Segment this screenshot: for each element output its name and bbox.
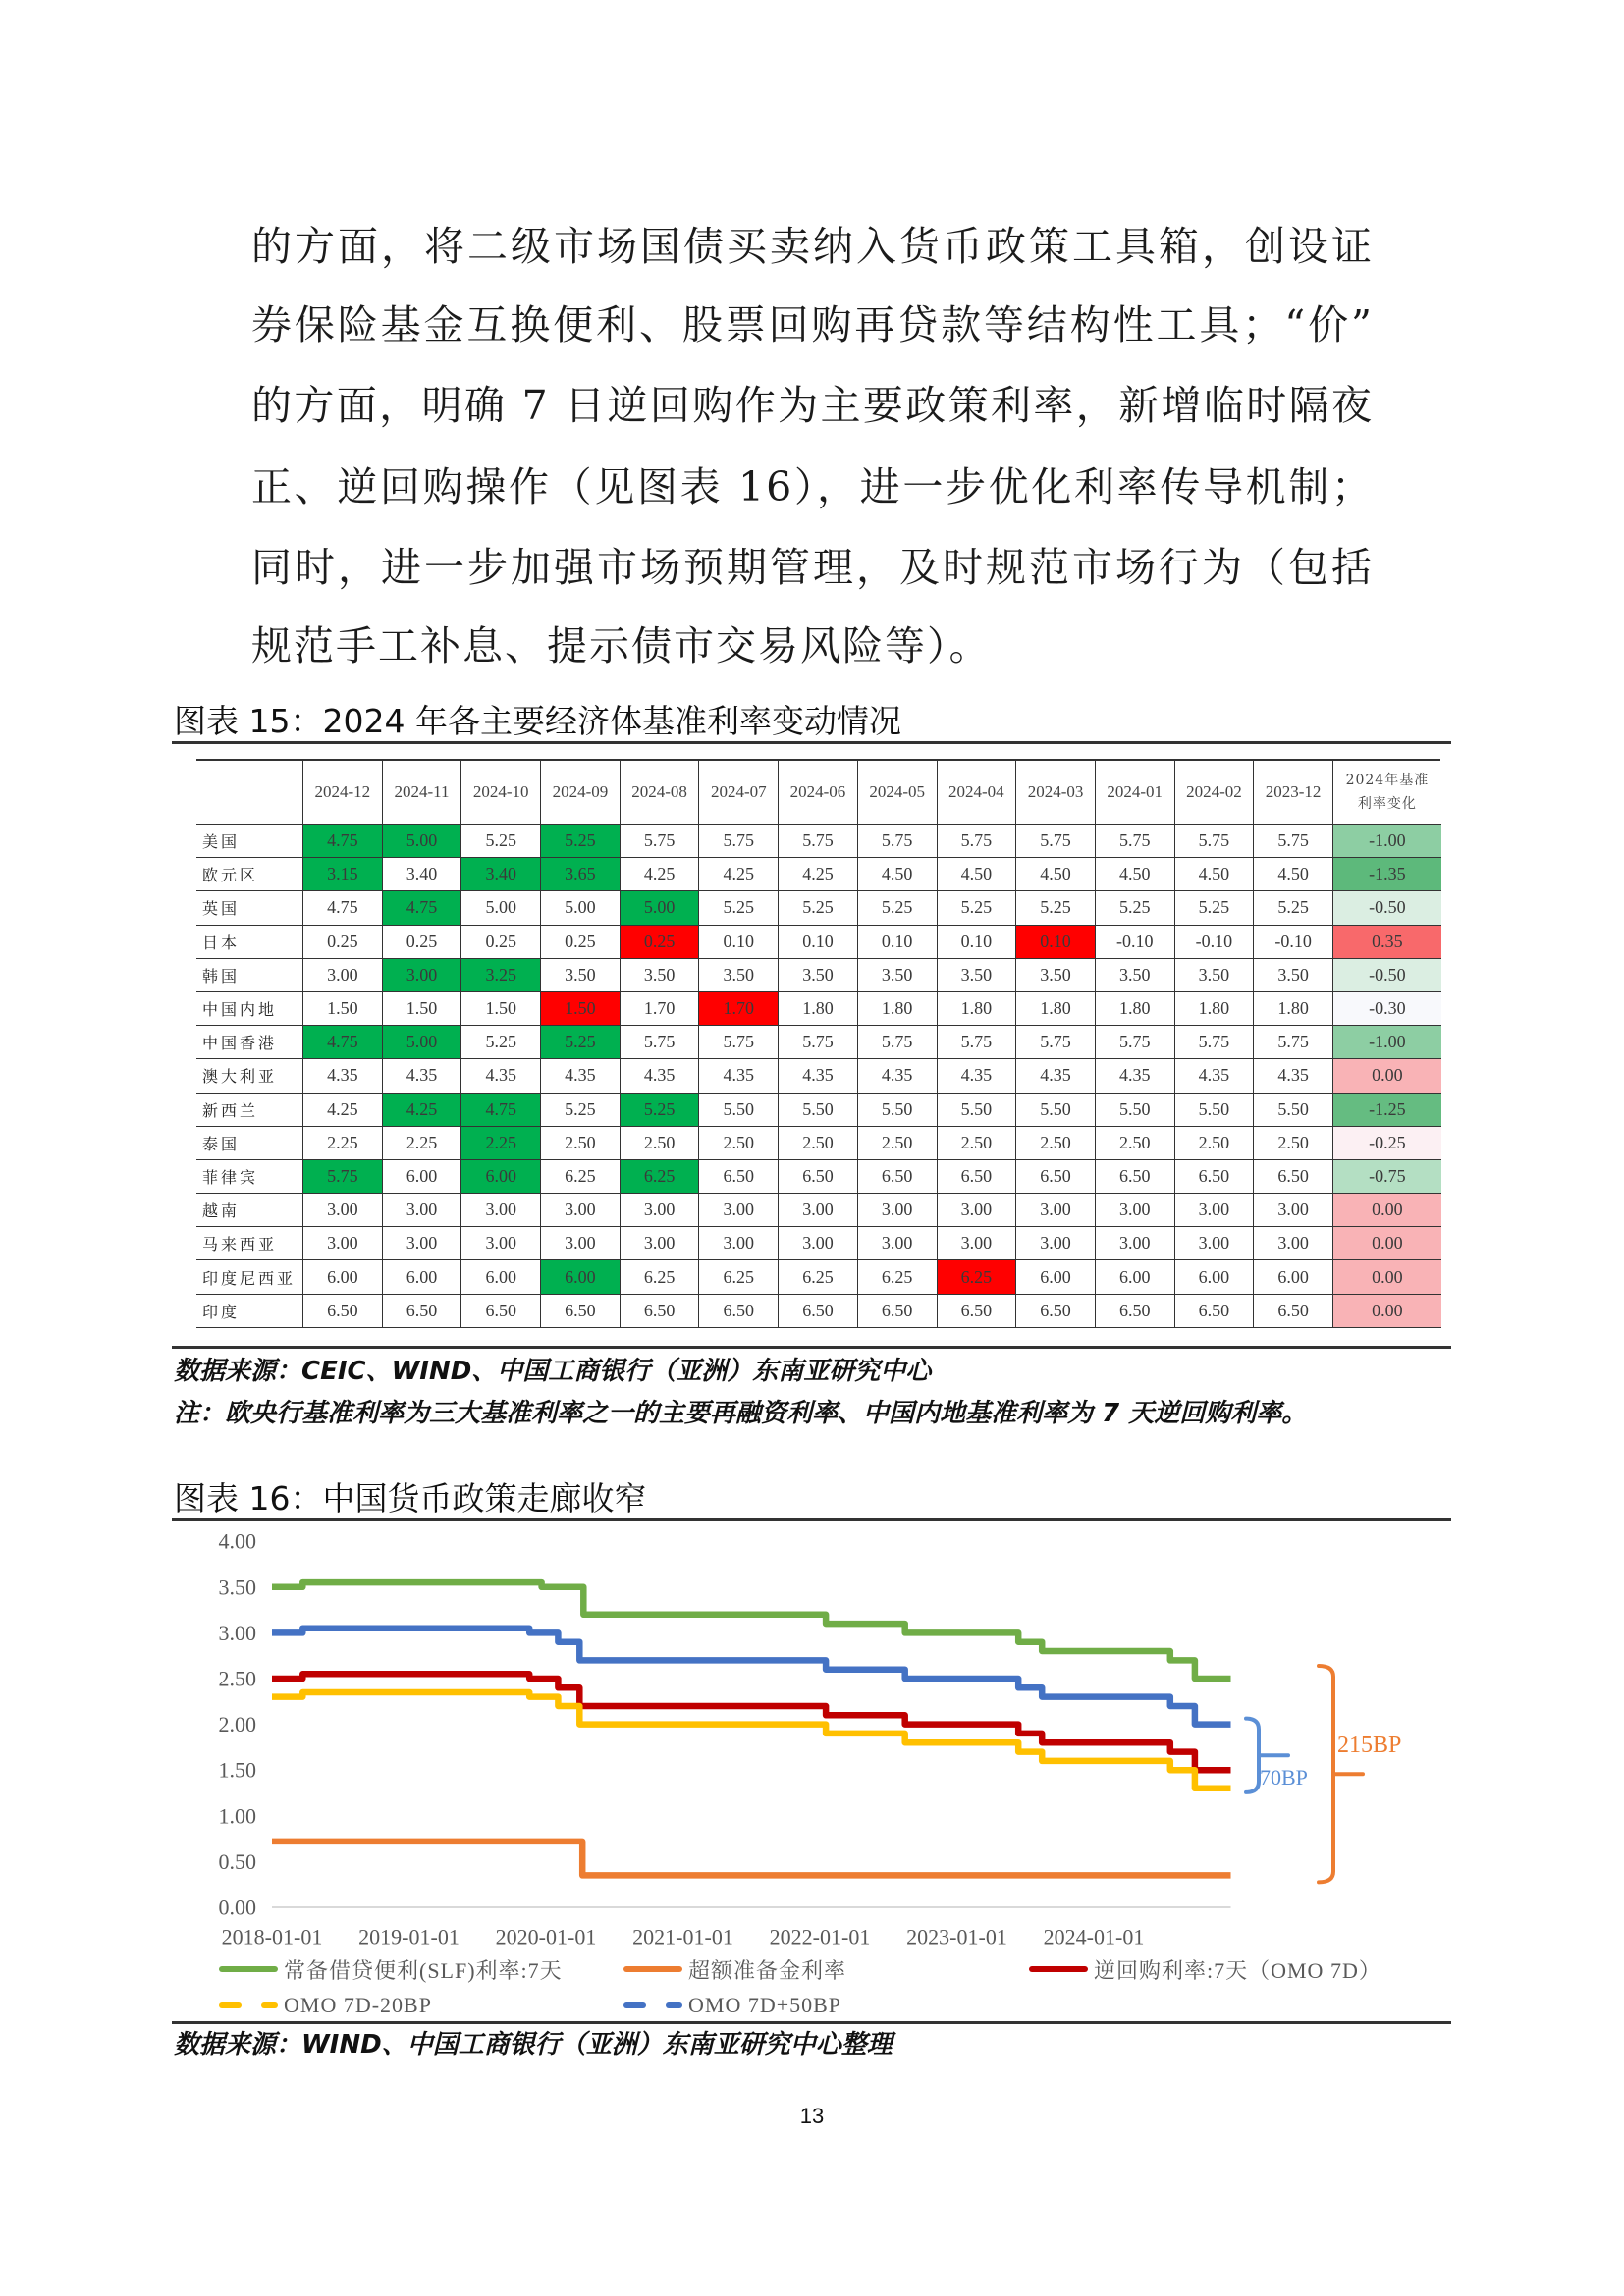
table-cell: -0.10 [1095, 926, 1174, 959]
table-cell: 1.50 [540, 992, 620, 1026]
table-cell: 5.75 [302, 1160, 382, 1194]
table-cell: 1.70 [698, 992, 778, 1026]
table-cell: 6.00 [382, 1160, 461, 1194]
table-cell: 5.25 [460, 1026, 540, 1059]
table-cell: 4.35 [778, 1059, 857, 1093]
table-cell: 5.50 [698, 1094, 778, 1127]
column-header: 2024-06 [778, 761, 857, 825]
table-cell: 5.75 [1015, 1026, 1095, 1059]
y-tick-label: 4.00 [218, 1528, 256, 1554]
table-cell: 5.75 [937, 1026, 1016, 1059]
legend-swatch-omo-minus-20bp [219, 2002, 278, 2008]
paragraph-line: 券保险基金互换便利、股票回购再贷款等结构性工具；“价” [251, 301, 1374, 348]
change-cell: -1.00 [1332, 825, 1441, 858]
change-cell: -1.25 [1332, 1094, 1441, 1127]
change-column-header [1332, 761, 1441, 825]
table-cell: -0.10 [1253, 926, 1332, 959]
table-cell: 4.50 [937, 858, 1016, 891]
table-cell: 4.25 [302, 1094, 382, 1127]
change-cell: 0.00 [1332, 1194, 1441, 1227]
figure-15-title: 图表 15：2024 年各主要经济体基准利率变动情况 [174, 702, 901, 740]
table-cell: 6.25 [540, 1160, 620, 1194]
change-cell: 0.00 [1332, 1227, 1441, 1260]
table-cell: 6.50 [778, 1160, 857, 1194]
table-cell: 2.50 [698, 1127, 778, 1160]
table-cell: 5.00 [382, 1026, 461, 1059]
figure-15-note: 注：欧央行基准利率为三大基准利率之一的主要再融资利率、中国内地基准利率为 7 天逆回购利率。 [174, 1399, 1308, 1428]
table-cell: 0.25 [302, 926, 382, 959]
table-cell: 6.50 [1253, 1295, 1332, 1328]
row-label: 印度 [196, 1295, 302, 1328]
row-label: 新西兰 [196, 1094, 302, 1127]
y-tick-label: 2.00 [218, 1712, 256, 1737]
table-cell: 3.00 [698, 1227, 778, 1260]
x-tick-label: 2023-01-01 [906, 1924, 1007, 1949]
table-cell: 6.50 [1174, 1160, 1254, 1194]
table-cell: 6.50 [1095, 1160, 1174, 1194]
legend-label-omo-7d: 逆回购利率:7天（OMO 7D） [1094, 1957, 1381, 1983]
table-cell: 5.50 [778, 1094, 857, 1127]
table-cell: 1.50 [460, 992, 540, 1026]
table-cell: 5.75 [620, 1026, 699, 1059]
table-cell: 5.25 [540, 1026, 620, 1059]
table-cell: 4.75 [460, 1094, 540, 1127]
column-header: 2024-11 [382, 761, 461, 825]
table-cell: 5.50 [937, 1094, 1016, 1127]
change-cell: -0.75 [1332, 1160, 1441, 1194]
change-cell: 0.00 [1332, 1260, 1441, 1294]
table-cell: 3.50 [540, 959, 620, 992]
table-cell: 5.25 [620, 1094, 699, 1127]
column-header: 2024-12 [302, 761, 382, 825]
table-cell: 6.00 [1174, 1260, 1254, 1294]
table-cell: 3.00 [620, 1227, 699, 1260]
table-cell: 3.00 [1174, 1227, 1254, 1260]
table-cell: 3.00 [382, 1227, 461, 1260]
paragraph-line: 正、逆回购操作（见图表 16），进一步优化利率传导机制； [251, 463, 1374, 510]
row-label: 泰国 [196, 1127, 302, 1160]
table-cell: 6.25 [620, 1260, 699, 1294]
table-cell: 6.00 [460, 1260, 540, 1294]
table-cell: 5.00 [620, 891, 699, 925]
table-cell: 3.00 [460, 1227, 540, 1260]
table-cell: 4.75 [302, 1026, 382, 1059]
table-cell: 6.00 [1095, 1260, 1174, 1294]
row-label: 菲律宾 [196, 1160, 302, 1194]
row-label: 马来西亚 [196, 1227, 302, 1260]
table-cell: 4.35 [1015, 1059, 1095, 1093]
column-header: 2024-03 [1015, 761, 1095, 825]
table-cell: 6.00 [1015, 1260, 1095, 1294]
table-cell: 6.50 [698, 1160, 778, 1194]
legend-swatch-omo-7d [1029, 1966, 1088, 1972]
table-cell: 6.50 [382, 1295, 461, 1328]
table-cell: 3.00 [302, 1227, 382, 1260]
table-cell: 5.75 [698, 825, 778, 858]
table-cell: 6.50 [857, 1295, 937, 1328]
column-header: 2023-12 [1253, 761, 1332, 825]
table-cell: 3.00 [857, 1227, 937, 1260]
table-cell: 3.50 [698, 959, 778, 992]
table-cell: 3.00 [1015, 1227, 1095, 1260]
table-cell: 5.25 [698, 891, 778, 925]
y-tick-label: 1.50 [218, 1757, 256, 1783]
table-cell: 4.35 [302, 1059, 382, 1093]
table-cell: 6.50 [937, 1295, 1016, 1328]
table-cell: 5.25 [778, 891, 857, 925]
table-cell: 5.75 [937, 825, 1016, 858]
table-cell: 5.25 [1015, 891, 1095, 925]
table-cell: 4.50 [1095, 858, 1174, 891]
table-cell: 4.35 [620, 1059, 699, 1093]
table-cell: 3.00 [857, 1194, 937, 1227]
table-cell: 1.70 [620, 992, 699, 1026]
table-cell: 3.50 [1095, 959, 1174, 992]
change-cell: 0.35 [1332, 926, 1441, 959]
figure-16-source: 数据来源：WIND、中国工商银行（亚洲）东南亚研究中心整理 [174, 2030, 893, 2059]
table-cell: 3.00 [937, 1194, 1016, 1227]
rate-change-table [196, 759, 1440, 1328]
figure-16-bottom-rule [172, 2021, 1451, 2024]
table-cell: 1.80 [778, 992, 857, 1026]
table-cell: 5.25 [540, 1094, 620, 1127]
table-cell: 3.00 [937, 1227, 1016, 1260]
table-cell: 5.00 [382, 825, 461, 858]
table-cell: 3.40 [460, 858, 540, 891]
series-line-1 [272, 1842, 1231, 1876]
table-cell: 5.50 [1095, 1094, 1174, 1127]
row-label: 印度尼西亚 [196, 1260, 302, 1294]
legend-label-excess-reserve: 超额准备金利率 [688, 1957, 847, 1983]
y-tick-label: 0.00 [218, 1895, 256, 1920]
table-cell: 1.80 [857, 992, 937, 1026]
legend-swatch-excess-reserve [623, 1966, 682, 1972]
table-cell: 3.00 [540, 1194, 620, 1227]
table-cell: 3.50 [620, 959, 699, 992]
table-cell: 4.35 [382, 1059, 461, 1093]
table-cell: 5.75 [1015, 825, 1095, 858]
table-cell: 6.50 [1095, 1295, 1174, 1328]
paragraph-line: 的方面，将二级市场国债买卖纳入货币政策工具箱，创设证 [251, 223, 1374, 270]
legend-label-omo-plus-50bp: OMO 7D+50BP [688, 1993, 842, 2017]
table-cell: 6.50 [302, 1295, 382, 1328]
paragraph-line: 的方面，明确 7 日逆回购作为主要政策利率，新增临时隔夜 [251, 382, 1374, 429]
table-cell: 1.50 [382, 992, 461, 1026]
table-cell: 3.15 [302, 858, 382, 891]
table-cell: 5.25 [460, 825, 540, 858]
table-cell: 2.50 [937, 1127, 1016, 1160]
table-cell: 4.50 [857, 858, 937, 891]
table-cell: 6.25 [620, 1160, 699, 1194]
legend-item-excess-reserve [623, 1954, 846, 1984]
table-cell: 6.25 [857, 1260, 937, 1294]
row-label: 美国 [196, 825, 302, 858]
x-tick-label: 2020-01-01 [495, 1924, 597, 1949]
table-cell: 4.25 [778, 858, 857, 891]
table-cell: 2.50 [857, 1127, 937, 1160]
figure-16-title-rule [172, 1518, 1451, 1521]
change-cell: -1.35 [1332, 858, 1441, 891]
y-tick-label: 3.00 [218, 1620, 256, 1645]
column-header: 2024-05 [857, 761, 937, 825]
change-header-line: 利率变化 [1357, 796, 1417, 812]
table-cell: 5.75 [1095, 825, 1174, 858]
legend-item-omo-minus-20bp [219, 1991, 432, 2020]
table-cell: 2.50 [1015, 1127, 1095, 1160]
paragraph-line: 规范手工补息、提示债市交易风险等）。 [251, 622, 992, 669]
table-cell: 1.50 [302, 992, 382, 1026]
table-cell: 3.50 [1253, 959, 1332, 992]
row-label: 越南 [196, 1194, 302, 1227]
table-cell: 3.00 [302, 1194, 382, 1227]
table-cell: 6.50 [1015, 1295, 1095, 1328]
table-cell: 5.75 [857, 825, 937, 858]
table-cell: 3.65 [540, 858, 620, 891]
table-cell: 0.10 [698, 926, 778, 959]
table-cell: 0.25 [460, 926, 540, 959]
table-cell: 3.00 [778, 1227, 857, 1260]
y-tick-label: 3.50 [218, 1575, 256, 1600]
table-cell: 3.00 [382, 959, 461, 992]
legend-label-omo-minus-20bp: OMO 7D-20BP [284, 1993, 432, 2017]
page-number: 13 [799, 2104, 825, 2128]
table-cell: 2.50 [540, 1127, 620, 1160]
bracket-annotation-label: 215BP [1337, 1733, 1402, 1759]
table-cell: -0.10 [1174, 926, 1254, 959]
table-cell: 4.75 [382, 891, 461, 925]
table-cell: 6.50 [1253, 1160, 1332, 1194]
table-cell: 5.75 [778, 1026, 857, 1059]
table-cell: 6.00 [540, 1260, 620, 1294]
legend-swatch-omo-plus-50bp [623, 2002, 682, 2008]
change-cell: -0.50 [1332, 959, 1441, 992]
table-cell: 0.25 [620, 926, 699, 959]
change-header-line: 2024年基准 [1345, 773, 1430, 788]
table-cell: 0.10 [778, 926, 857, 959]
table-cell: 6.50 [1174, 1295, 1254, 1328]
table-cell: 5.00 [540, 891, 620, 925]
table-cell: 6.00 [302, 1260, 382, 1294]
table-cell: 2.25 [382, 1127, 461, 1160]
table-cell: 5.50 [1174, 1094, 1254, 1127]
table-cell: 5.25 [937, 891, 1016, 925]
table-cell: 4.25 [698, 858, 778, 891]
table-cell: 6.50 [460, 1295, 540, 1328]
column-header: 2024-04 [937, 761, 1016, 825]
table-cell: 1.80 [1015, 992, 1095, 1026]
change-cell: -1.00 [1332, 1026, 1441, 1059]
table-cell: 2.50 [1174, 1127, 1254, 1160]
table-cell: 5.75 [620, 825, 699, 858]
table-cell: 4.35 [937, 1059, 1016, 1093]
table-cell: 5.00 [460, 891, 540, 925]
column-header: 2024-01 [1095, 761, 1174, 825]
table-cell: 3.00 [620, 1194, 699, 1227]
x-tick-label: 2022-01-01 [769, 1924, 871, 1949]
bracket-annotation-icon [1319, 1666, 1363, 1882]
table-cell: 6.50 [857, 1160, 937, 1194]
table-cell: 3.50 [1174, 959, 1254, 992]
legend-swatch-slf [219, 1966, 278, 1972]
y-tick-label: 1.00 [218, 1803, 256, 1829]
table-cell: 5.50 [1253, 1094, 1332, 1127]
row-label: 日本 [196, 926, 302, 959]
change-cell: -0.30 [1332, 992, 1441, 1026]
table-cell: 2.50 [620, 1127, 699, 1160]
x-tick-label: 2018-01-01 [221, 1924, 323, 1949]
table-cell: 3.00 [302, 959, 382, 992]
table-cell: 6.50 [1015, 1160, 1095, 1194]
column-header: 2024-07 [698, 761, 778, 825]
table-cell: 3.00 [698, 1194, 778, 1227]
table-cell: 6.50 [937, 1160, 1016, 1194]
table-cell: 4.75 [302, 825, 382, 858]
change-cell: 0.00 [1332, 1295, 1441, 1328]
table-cell: 6.50 [778, 1295, 857, 1328]
table-cell: 3.00 [1095, 1194, 1174, 1227]
figure-15-source: 数据来源：CEIC、WIND、中国工商银行（亚洲）东南亚研究中心 [174, 1357, 932, 1386]
table-cell: 4.50 [1174, 858, 1254, 891]
table-cell: 3.00 [1253, 1194, 1332, 1227]
table-cell: 1.80 [1095, 992, 1174, 1026]
y-tick-label: 2.50 [218, 1666, 256, 1691]
table-cell: 4.35 [540, 1059, 620, 1093]
legend-item-slf [219, 1954, 563, 1984]
table-cell: 5.75 [778, 825, 857, 858]
table-cell: 6.50 [620, 1295, 699, 1328]
table-cell: 3.00 [778, 1194, 857, 1227]
row-label: 中国香港 [196, 1026, 302, 1059]
table-cell: 1.80 [1174, 992, 1254, 1026]
table-cell: 6.50 [540, 1295, 620, 1328]
table-cell: 0.25 [540, 926, 620, 959]
table-cell: 4.35 [698, 1059, 778, 1093]
table-cell: 6.00 [1253, 1260, 1332, 1294]
figure-15-title-rule [172, 741, 1451, 744]
table-cell: 0.25 [382, 926, 461, 959]
column-header: 2024-10 [460, 761, 540, 825]
table-cell: 1.80 [937, 992, 1016, 1026]
figure-16-title: 图表 16：中国货币政策走廊收窄 [174, 1479, 647, 1518]
paragraph-line: 同时，进一步加强市场预期管理，及时规范市场行为（包括 [251, 544, 1374, 591]
policy-corridor-line-chart [167, 1526, 1473, 1958]
legend-item-omo-7d [1029, 1954, 1381, 1984]
row-label: 英国 [196, 891, 302, 925]
table-cell: 2.50 [1095, 1127, 1174, 1160]
bracket-annotation-label: 70BP [1260, 1765, 1308, 1790]
table-cell: 4.25 [620, 858, 699, 891]
table-cell: 4.50 [1015, 858, 1095, 891]
table-cell: 3.00 [460, 1194, 540, 1227]
table-cell: 2.25 [460, 1127, 540, 1160]
change-cell: -0.50 [1332, 891, 1441, 925]
column-header: 2024-09 [540, 761, 620, 825]
x-tick-label: 2019-01-01 [358, 1924, 460, 1949]
column-header: 2024-08 [620, 761, 699, 825]
table-cell: 5.25 [1095, 891, 1174, 925]
row-label: 澳大利亚 [196, 1059, 302, 1093]
table-cell: 3.00 [1015, 1194, 1095, 1227]
row-label: 韩国 [196, 959, 302, 992]
change-cell: 0.00 [1332, 1059, 1441, 1093]
table-cell: 3.00 [1095, 1227, 1174, 1260]
table-cell: 2.25 [302, 1127, 382, 1160]
figure-15-bottom-rule [172, 1346, 1451, 1349]
table-cell: 4.25 [382, 1094, 461, 1127]
table-cell: 5.75 [1174, 1026, 1254, 1059]
table-cell: 4.35 [460, 1059, 540, 1093]
x-tick-label: 2021-01-01 [632, 1924, 733, 1949]
table-cell: 3.40 [382, 858, 461, 891]
column-header: 2024-02 [1174, 761, 1254, 825]
table-cell: 5.75 [1174, 825, 1254, 858]
table-cell: 5.75 [1253, 1026, 1332, 1059]
table-cell: 3.00 [1174, 1194, 1254, 1227]
table-cell: 4.35 [1174, 1059, 1254, 1093]
table-cell: 4.50 [1253, 858, 1332, 891]
table-cell: 6.00 [460, 1160, 540, 1194]
row-label: 中国内地 [196, 992, 302, 1026]
table-cell: 6.25 [698, 1260, 778, 1294]
table-cell: 5.75 [857, 1026, 937, 1059]
row-label: 欧元区 [196, 858, 302, 891]
table-corner-cell [196, 761, 302, 825]
table-cell: 5.75 [1253, 825, 1332, 858]
table-cell: 3.50 [778, 959, 857, 992]
table-cell: 2.50 [778, 1127, 857, 1160]
table-cell: 1.80 [1253, 992, 1332, 1026]
table-cell: 3.25 [460, 959, 540, 992]
table-cell: 2.50 [1253, 1127, 1332, 1160]
y-tick-label: 0.50 [218, 1848, 256, 1874]
table-cell: 5.75 [698, 1026, 778, 1059]
table-cell: 0.10 [1015, 926, 1095, 959]
table-cell: 0.10 [857, 926, 937, 959]
table-cell: 3.00 [382, 1194, 461, 1227]
table-cell: 6.25 [778, 1260, 857, 1294]
table-cell: 5.25 [857, 891, 937, 925]
table-cell: 4.35 [1253, 1059, 1332, 1093]
table-cell: 5.25 [1174, 891, 1254, 925]
table-cell: 5.75 [1095, 1026, 1174, 1059]
table-cell: 4.35 [857, 1059, 937, 1093]
table-cell: 3.50 [857, 959, 937, 992]
table-cell: 5.50 [1015, 1094, 1095, 1127]
table-cell: 5.50 [857, 1094, 937, 1127]
table-cell: 5.25 [1253, 891, 1332, 925]
table-cell: 6.00 [382, 1260, 461, 1294]
table-cell: 5.25 [540, 825, 620, 858]
table-cell: 3.50 [937, 959, 1016, 992]
table-cell: 0.10 [937, 926, 1016, 959]
table-cell: 6.50 [698, 1295, 778, 1328]
legend-item-omo-plus-50bp [623, 1991, 841, 2020]
change-cell: -0.25 [1332, 1127, 1441, 1160]
table-cell: 3.00 [540, 1227, 620, 1260]
table-cell: 3.50 [1015, 959, 1095, 992]
table-cell: 6.25 [937, 1260, 1016, 1294]
table-cell: 4.35 [1095, 1059, 1174, 1093]
table-cell: 3.00 [1253, 1227, 1332, 1260]
x-tick-label: 2024-01-01 [1043, 1924, 1145, 1949]
table-cell: 4.75 [302, 891, 382, 925]
legend-label-slf: 常备借贷便利(SLF)利率:7天 [284, 1957, 563, 1983]
